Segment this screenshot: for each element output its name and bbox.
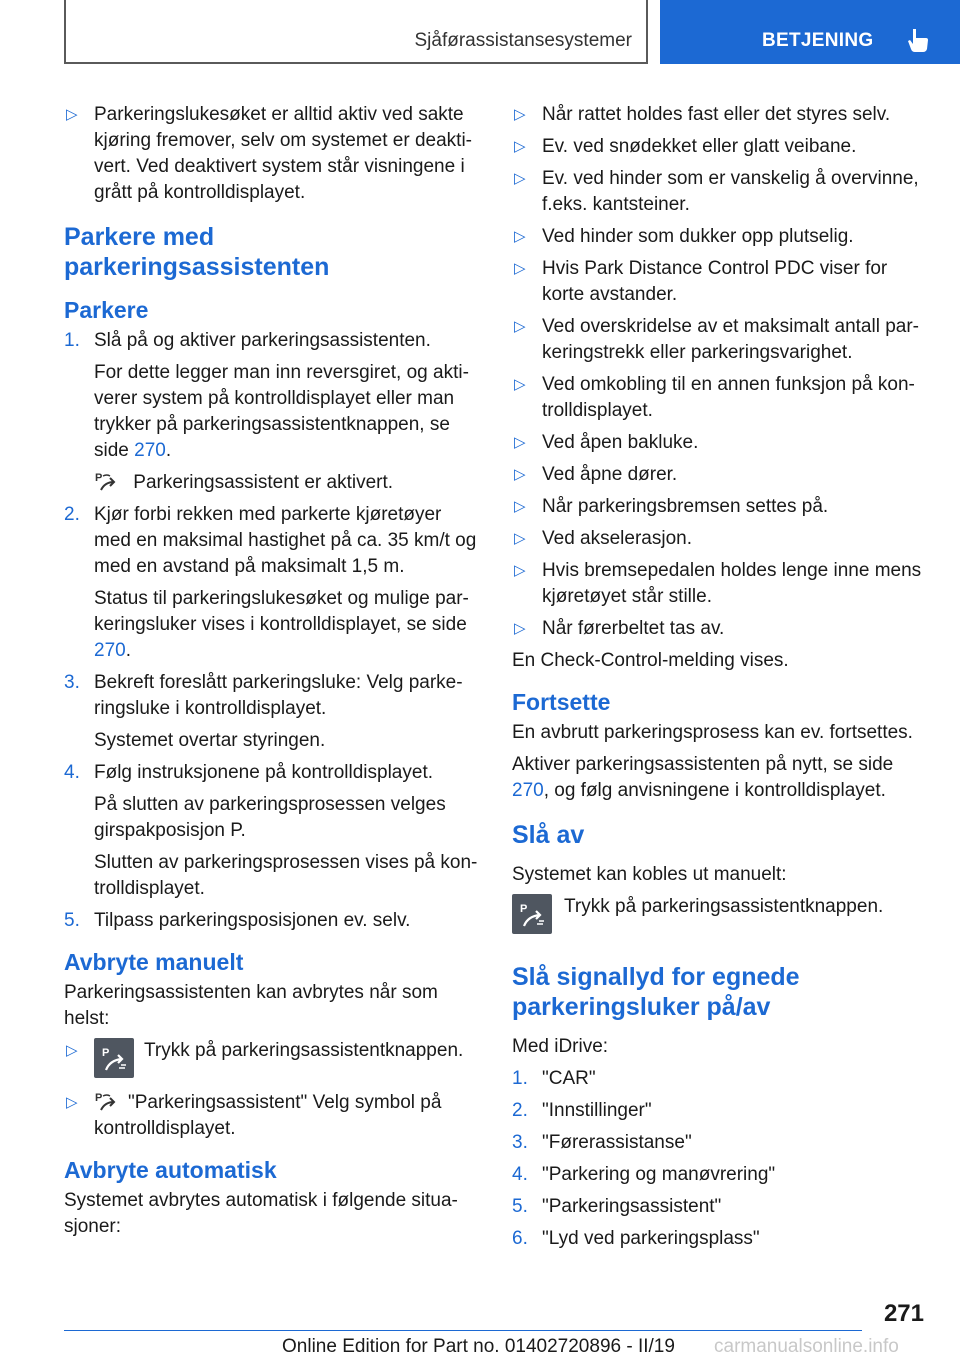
page-ref-link[interactable]: 270	[94, 640, 126, 661]
sla-av-text: Systemet kan kobles ut manuelt:	[512, 864, 787, 885]
watermark: carmanualsonline.info	[714, 1336, 899, 1357]
page-ref-link[interactable]: 270	[134, 440, 166, 461]
svg-text:P: P	[95, 472, 103, 484]
sla-av-button-row: P Trykk på parkeringsassistentknappen.	[512, 894, 932, 946]
step-4: 4. Følg instruksjonene på kontrolldisplayet.	[64, 762, 434, 783]
step-3-detail: Systemet overtar styringen.	[94, 730, 326, 751]
triangle-bullet-icon: ▷	[514, 466, 526, 483]
list-item: ▷ Ved overskridelse av et maksimalt antall par-keringstrekk eller parkeringsvarighet.	[514, 316, 919, 363]
hand-pointer-icon	[906, 27, 930, 53]
menu-step-2: 2. "Innstillinger"	[512, 1100, 652, 1121]
menu-step-6: 6. "Lyd ved parkeringsplass"	[512, 1228, 760, 1249]
menu-step-1: 1. "CAR"	[512, 1068, 596, 1089]
check-control-text: En Check-Control-melding vises.	[512, 650, 789, 671]
footer-edition: Online Edition for Part no. 01402720896 - II/19	[282, 1336, 675, 1357]
step-1: 1. Slå på og aktiver parkeringsassistenten.	[64, 330, 431, 351]
header-chapter-title: BETJENING	[762, 30, 874, 51]
step-5: 5. Tilpass parkeringsposisjonen ev. selv.	[64, 910, 411, 931]
list-item: ▷ Når rattet holdes fast eller det styres selv.	[512, 102, 932, 128]
footer-divider	[64, 1330, 862, 1331]
triangle-bullet-icon: ▷	[66, 1094, 78, 1111]
auto-intro: Systemet avbrytes automatisk i følgende situa-sjoner:	[64, 1190, 458, 1237]
status-line: P Parkeringsassistent er aktivert.	[95, 472, 394, 493]
parking-assistant-icon	[94, 470, 120, 492]
triangle-bullet-icon: ▷	[514, 260, 526, 277]
list-item: ▷ Hvis bremsepedalen holdes lenge inne mens kjøretøyet står stille.	[514, 560, 922, 607]
parking-assistant-icon	[94, 1090, 120, 1112]
list-item: ▷ Ved åpne dører.	[512, 462, 932, 488]
list-item: ▷ Ved akselerasjon.	[512, 526, 932, 552]
list-item: ▷ Parkeringslukesøket er alltid aktiv ved sakte kjøring fremover, selv om systemet er deakti-vert. Ved deaktivert system står visningene i grått på kontrolldisplayet.	[66, 104, 472, 203]
fortsette-text-1: En avbrutt parkeringsprosess kan ev. fortsettes.	[512, 722, 913, 743]
triangle-bullet-icon: ▷	[514, 170, 526, 187]
triangle-bullet-icon: ▷	[66, 106, 78, 123]
menu-step-3: 3. "Førerassistanse"	[512, 1132, 692, 1153]
triangle-bullet-icon: ▷	[514, 138, 526, 155]
heading-avbryte-automatisk: Avbryte automatisk	[64, 1157, 277, 1183]
header-chapter-box	[660, 0, 960, 64]
menu-step-4: 4. "Parkering og manøvrering"	[512, 1164, 776, 1185]
list-item: ▷ P Trykk på parkeringsassistentknappen.	[64, 1038, 482, 1082]
list-item: ▷ Ved omkobling til en annen funksjon på kon-trolldisplayet.	[514, 374, 915, 421]
step-4-detail-2: Slutten av parkeringsprosessen vises på kon-trolldisplayet.	[94, 852, 478, 899]
heading-fortsette: Fortsette	[512, 689, 611, 715]
list-item: ▷ Når førerbeltet tas av.	[512, 616, 932, 642]
heading-parkere: Parkere	[64, 297, 149, 323]
heading-sla-av: Slå av	[512, 821, 585, 849]
header-section-box	[64, 0, 648, 64]
triangle-bullet-icon: ▷	[514, 530, 526, 547]
triangle-bullet-icon: ▷	[514, 106, 526, 123]
step-3: 3. Bekreft foreslått parkeringsluke: Velg parke-ringsluke i kontrolldisplayet.	[64, 672, 463, 719]
heading-signallyd: Slå signallyd for egnede parkeringsluker på/av	[512, 963, 800, 1021]
step-4-detail-1: På slutten av parkeringsprosessen velges girspakposisjon P.	[94, 794, 446, 841]
svg-text:P: P	[520, 903, 528, 915]
list-item: ▷ Ved åpen bakluke.	[512, 430, 932, 456]
list-item: ▷ Hvis Park Distance Control PDC viser for korte avstander.	[514, 258, 888, 305]
left-column	[64, 102, 482, 1246]
page-number: 271	[883, 1300, 924, 1327]
parking-assistant-button-icon	[512, 894, 552, 934]
list-item: ▷ P "Parkeringsassistent" Velg symbol på kontrolldisplayet.	[66, 1092, 442, 1139]
header-section-title: Sjåførassistansesystemer	[414, 30, 632, 51]
idrive-text: Med iDrive:	[512, 1036, 609, 1057]
step-1-detail: For dette legger man inn reversgiret, og akti-verer system på kontrolldisplayet eller man trykker på parkeringsassistentknappen, se side 270.	[94, 362, 469, 461]
parking-assistant-button-icon	[94, 1038, 134, 1078]
menu-step-5: 5. "Parkeringsassistent"	[512, 1196, 722, 1217]
triangle-bullet-icon: ▷	[514, 434, 526, 451]
fortsette-text-2: Aktiver parkeringsassistenten på nytt, se side 270, og følg anvisningene i kontrolldisplayet.	[512, 754, 894, 801]
step-2: 2. Kjør forbi rekken med parkerte kjøretøyer med en maksimal hastighet på ca. 35 km/t og med en avstand på maksimalt 1,5 m.	[64, 504, 477, 577]
manuelt-intro: Parkeringsassistenten kan avbrytes når som helst:	[64, 982, 438, 1029]
step-2-detail: Status til parkeringslukesøket og mulige par-keringsluker vises i kontrolldisplayet, se side 270.	[94, 588, 469, 661]
list-item: ▷ Når parkeringsbremsen settes på.	[512, 494, 932, 520]
heading-avbryte-manuelt: Avbryte manuelt	[64, 949, 244, 975]
svg-text:P: P	[102, 1047, 110, 1059]
page-ref-link[interactable]: 270	[512, 780, 544, 801]
list-item: ▷ Ev. ved snødekket eller glatt veibane.	[512, 134, 932, 160]
list-item: ▷ Ev. ved hinder som er vanskelig å overvinne, f.eks. kantsteiner.	[514, 168, 919, 215]
right-column	[512, 102, 932, 1258]
triangle-bullet-icon: ▷	[514, 228, 526, 245]
triangle-bullet-icon: ▷	[514, 562, 526, 579]
triangle-bullet-icon: ▷	[66, 1042, 78, 1059]
triangle-bullet-icon: ▷	[514, 376, 526, 393]
triangle-bullet-icon: ▷	[514, 620, 526, 637]
svg-text:P: P	[95, 1092, 103, 1104]
list-item: ▷ Ved hinder som dukker opp plutselig.	[512, 224, 932, 250]
heading-parkere-med: Parkere med parkeringsassistenten	[64, 223, 330, 281]
triangle-bullet-icon: ▷	[514, 498, 526, 515]
triangle-bullet-icon: ▷	[514, 318, 526, 335]
